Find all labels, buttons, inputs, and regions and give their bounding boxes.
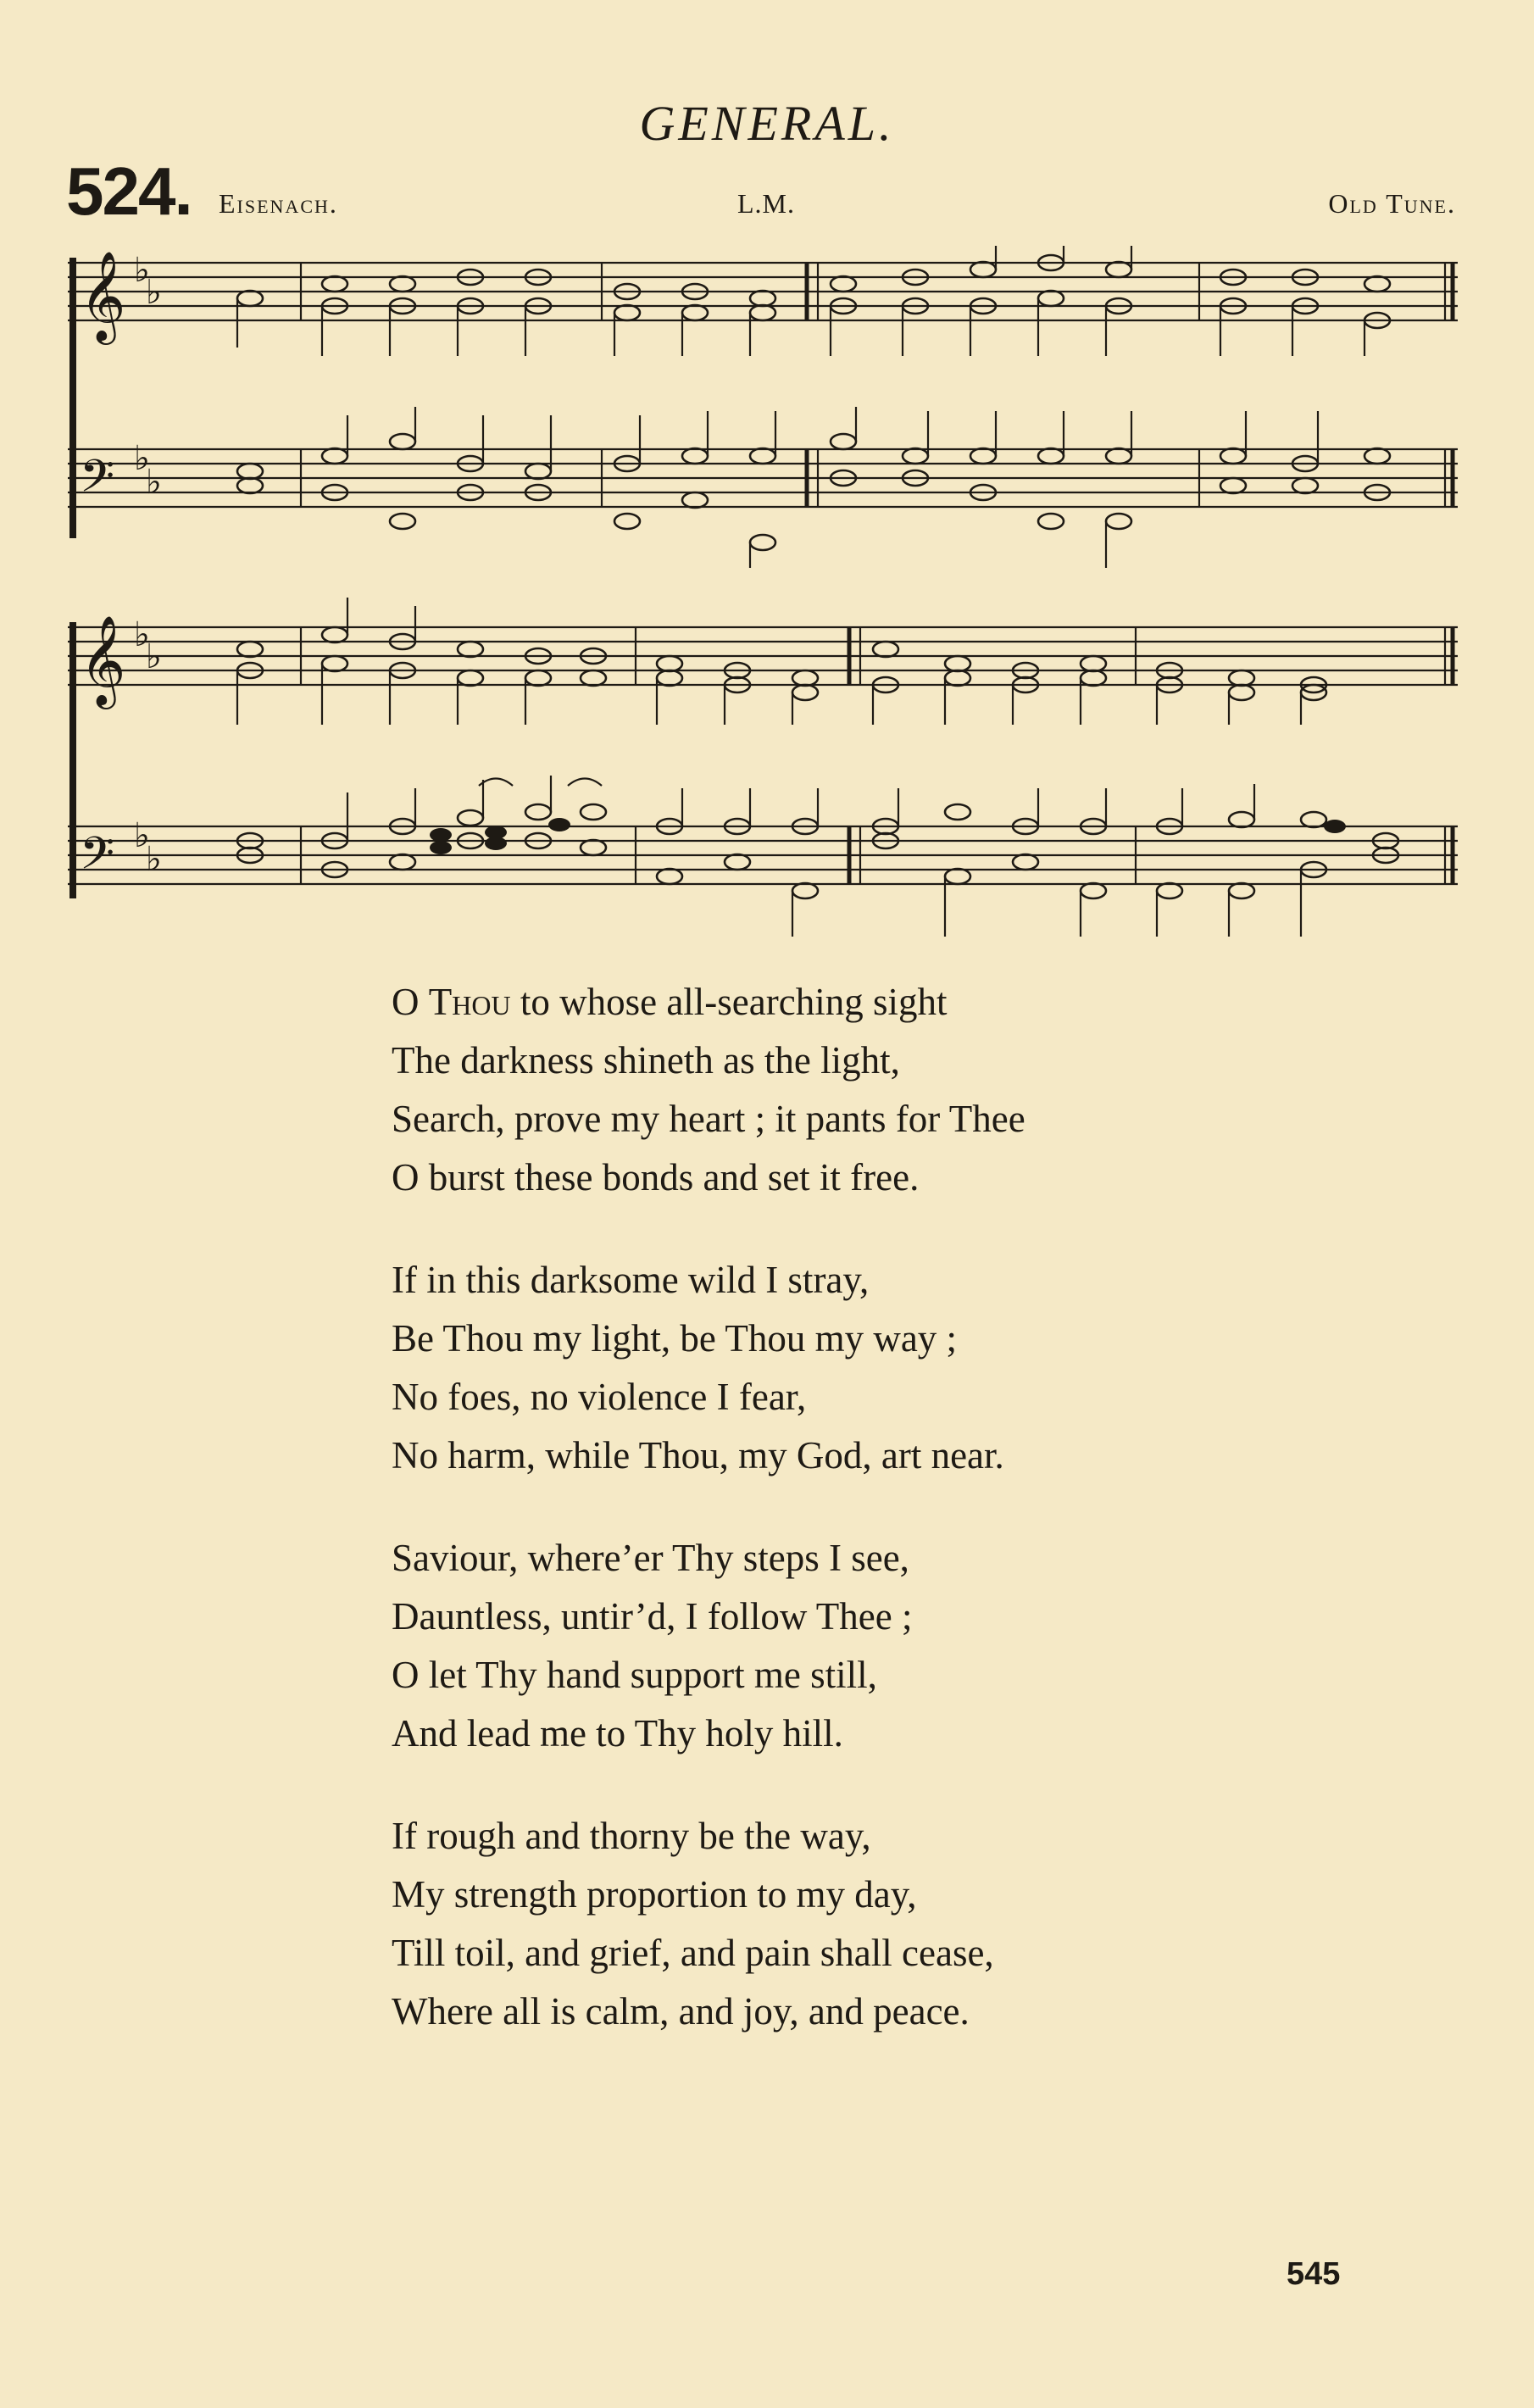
stanza-line: Where all is calm, and joy, and peace. [392,1990,970,2033]
svg-text:♭: ♭ [134,251,150,290]
svg-text:♭: ♭ [134,439,150,478]
svg-text:♭: ♭ [146,463,162,502]
treble-staff [68,627,1458,685]
stanza-line: And lead me to Thy holy hill. [392,1712,843,1755]
svg-text:♭: ♭ [146,637,162,676]
running-head: GENERAL. [639,96,895,151]
stanza-line: If rough and thorny be the way, [392,1815,871,1857]
bass-stems [347,407,1318,568]
tune-name: Eisenach. [219,188,338,219]
score-system-1 [68,246,1458,585]
svg-text:♭: ♭ [146,840,162,879]
stanza-line: O let Thy hand support me still, [392,1654,877,1696]
hymn-number: 524. [66,153,192,229]
key-signature [134,251,162,502]
hymn-text [392,973,1239,2085]
stanza-3 [392,1529,1239,1763]
stanza-line: O burst these bonds and set it free. [392,1156,920,1198]
stanza-line: No foes, no violence I fear, [392,1376,807,1418]
stanza-line: If in this darksome wild I stray, [392,1259,870,1301]
stanza-line: O Thou to whose all-searching sight [392,981,948,1023]
bass-staff [68,826,1458,884]
treble-clef-icon: 𝄞 [80,250,126,341]
stanza-line: Saviour, where’er Thy steps I see, [392,1537,909,1579]
stanza-line: My strength proportion to my day, [392,1873,917,1916]
treble-clef-icon: 𝄞 [80,615,126,705]
stanza-line: Search, prove my heart ; it pants for Thee [392,1098,1025,1140]
page-number: 545 [1287,2256,1341,2292]
stanza-2 [392,1251,1239,1485]
tune-attribution: Old Tune. [1328,188,1456,219]
svg-text:♭: ♭ [134,615,150,654]
svg-text:♭: ♭ [146,273,162,312]
bass-clef-icon: 𝄢 [80,451,115,514]
stanza-line: The darkness shineth as the light, [392,1039,900,1082]
key-signature [134,615,162,879]
music-system-2 [68,585,1458,949]
treble-stems [237,598,1301,725]
meter: L.M. [737,188,795,219]
ties [479,779,602,787]
stanza-line: Dauntless, untir’d, I follow Thee ; [392,1595,913,1638]
music-system-1 [68,246,1458,585]
stanza-line: Be Thou my light, be Thou my way ; [392,1317,958,1360]
bass-clef-icon: 𝄢 [80,828,115,891]
stanza-line: Till toil, and grief, and pain shall cease, [392,1932,994,1974]
svg-text:♭: ♭ [134,816,150,855]
stanza-1 [392,973,1239,1207]
score-system-2 [68,585,1458,949]
stanza-line: No harm, while Thou, my God, art near. [392,1434,1004,1476]
treble-notes [237,627,1326,700]
stanza-4 [392,1807,1239,2041]
bass-staff [68,449,1458,507]
